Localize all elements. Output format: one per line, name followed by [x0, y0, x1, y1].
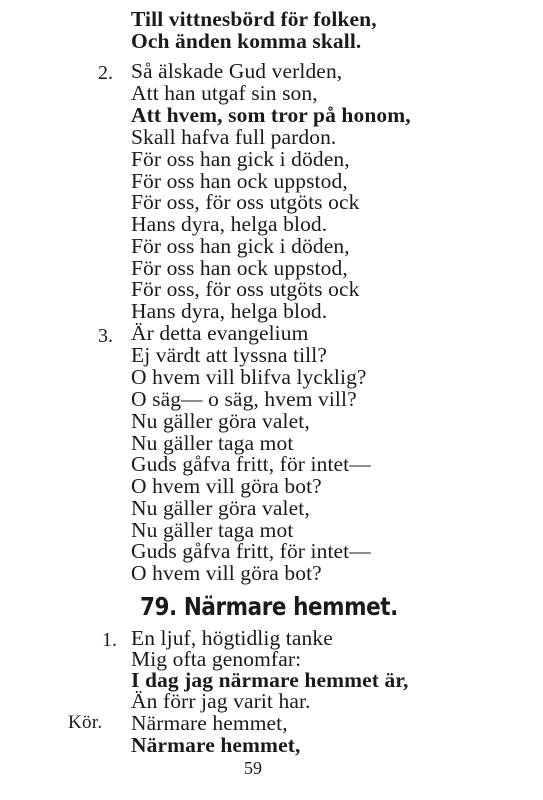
verse-2-number: 2.: [98, 62, 113, 84]
verse-2-line-12: Hans dyra, helga blod.: [131, 299, 328, 323]
verse-3-line-3: O hvem vill blifva lycklig?: [131, 365, 367, 389]
verse-3-line-8: O hvem vill göra bot?: [131, 474, 322, 498]
verse-2-line-5: För oss han gick i döden,: [131, 147, 350, 171]
verse-3-line-10: Nu gäller taga mot: [131, 518, 294, 542]
page-number: 59: [244, 758, 262, 778]
verse-2-line-2: Att han utgaf sin son,: [131, 81, 318, 105]
hymn-79-line-3: I dag jag närmare hemmet är,: [131, 668, 409, 692]
verse-3-line-9: Nu gäller göra valet,: [131, 496, 310, 520]
hymn-79-line-2: Mig ofta genomfar:: [131, 647, 302, 671]
chorus-label: Kör.: [68, 712, 103, 733]
verse-3-line-1: Är detta evangelium: [131, 321, 309, 345]
verse-3-line-11: Guds gåfva fritt, för intet—: [131, 539, 371, 563]
verse-3-line-5: Nu gäller göra valet,: [131, 409, 310, 433]
hymn-79-line-4: Än förr jag varit har.: [131, 689, 311, 713]
verse-2-line-10: För oss han ock uppstod,: [131, 256, 348, 280]
top-line-2: Och änden komma skall.: [131, 29, 362, 53]
hymn-title: 79. Närmare hemmet.: [140, 592, 398, 621]
verse-2-line-3: Att hvem, som tror på honom,: [131, 103, 411, 127]
verse-3-line-12: O hvem vill göra bot?: [131, 561, 322, 585]
verse-2-line-8: Hans dyra, helga blod.: [131, 212, 328, 236]
hymn-79-line-1: En ljuf, högtidlig tanke: [131, 626, 333, 650]
chorus-line-1: Närmare hemmet,: [131, 711, 288, 735]
verse-3-line-7: Guds gåfva fritt, för intet—: [131, 452, 371, 476]
verse-3-line-6: Nu gäller taga mot: [131, 431, 294, 455]
verse-2-line-11: För oss, för oss utgöts ock: [131, 277, 360, 301]
verse-2-line-1: Så älskade Gud verlden,: [131, 59, 343, 83]
chorus-line-2: Närmare hemmet,: [131, 733, 301, 757]
verse-2-line-9: För oss han gick i döden,: [131, 234, 350, 258]
hymn-79-verse-1-number: 1.: [102, 629, 117, 651]
verse-3-line-2: Ej värdt att lyssna till?: [131, 343, 327, 367]
verse-3-line-4: O säg— o säg, hvem vill?: [131, 387, 357, 411]
verse-2-line-6: För oss han ock uppstod,: [131, 169, 348, 193]
verse-2-line-7: För oss, för oss utgöts ock: [131, 190, 360, 214]
verse-2-line-4: Skall hafva full pardon.: [131, 125, 337, 149]
verse-3-number: 3.: [98, 325, 113, 347]
top-line-1: Till vittnesbörd för folken,: [131, 7, 377, 31]
